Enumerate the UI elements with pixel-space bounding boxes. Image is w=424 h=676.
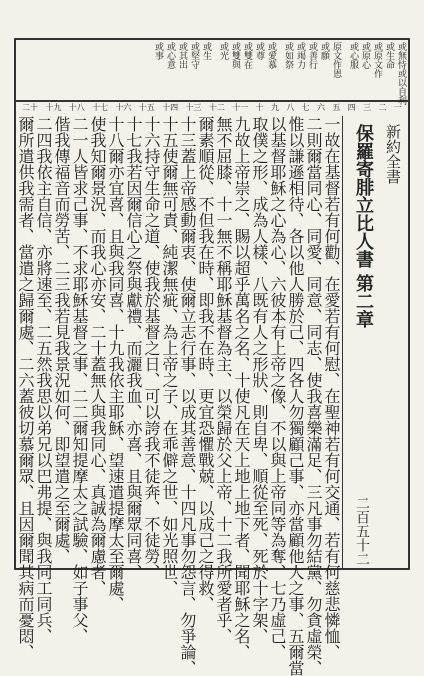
verse-number: 十七 xyxy=(92,103,109,112)
text-column: 無不屈膝、十一無不稱耶穌基督為主、以榮歸於父上帝、十二我所愛者乎、 xyxy=(214,116,233,644)
verse-number: 九 xyxy=(270,103,279,112)
text-column: 惟以謙遜相待、各以他人勝於己、四各人勿獨顧己事、亦當顧他人之事、五爾當 xyxy=(286,116,305,676)
marginal-notes xyxy=(16,40,408,105)
marginal-note: 或光 xyxy=(218,42,228,60)
verse-number: 八 xyxy=(286,103,295,112)
marginal-note: 或心服 xyxy=(348,42,358,69)
marginal-note: 或生命 xyxy=(384,42,394,69)
text-column: 十八爾亦宜喜、且與我同喜、十九我依主耶穌、望速遣提摩太至爾處、 xyxy=(106,116,125,612)
verse-number: 二 xyxy=(378,103,387,112)
marginal-note: 或雙與 xyxy=(230,42,240,69)
text-column: 十六持守生命之道、使我於基督之日、可以誇我不徒奔、不徒勞、 xyxy=(142,116,161,580)
verse-number: 四 xyxy=(347,103,356,112)
notes-group-left xyxy=(152,42,211,100)
verse-number: 二十 xyxy=(22,103,38,112)
book-title-text: 保羅寄腓立比人書 xyxy=(353,124,374,268)
marginal-note: 或原文作 xyxy=(372,42,382,78)
verse-number: 十 xyxy=(255,103,264,112)
text-column: 二一人皆求己事、不求耶穌基督之事、二二爾知提摩太之試驗、如子事父、 xyxy=(70,116,89,644)
verse-number: 六 xyxy=(317,103,326,112)
text-column: 二則爾當同心、同愛、同意、同志、使我喜樂滿足、三凡事勿結黨、勿貪虛榮、 xyxy=(304,116,323,676)
verse-number: 十八 xyxy=(68,103,85,112)
verse-number: 十二 xyxy=(208,103,225,112)
verse-number: 十五 xyxy=(138,103,155,112)
marginal-note: 或竭力 xyxy=(295,42,305,69)
text-column: 爾所遣供我需者、當遣之歸爾處、二六蓋彼切慕爾眾、且因爾聞其病而憂悶、 xyxy=(16,116,35,660)
marginal-note: 原文作恩 xyxy=(331,42,341,78)
text-column: 爾素順從、不但我在時、即我不在時、更宜恐懼戰兢、以成己之得救、 xyxy=(196,116,215,612)
verse-number: 十九 xyxy=(45,103,62,112)
verse-number: 一 xyxy=(393,103,402,112)
marginal-note: 或如祭 xyxy=(283,42,293,69)
text-column: 十七我若因爾信心之祭與獻禮、而灑我血、亦喜、且與爾眾同喜、 xyxy=(124,116,143,580)
marginal-note: 或事 xyxy=(153,42,163,60)
verse-number-row xyxy=(16,102,408,114)
text-column: 取僕之形、成為人樣、八既有人之形狀、則自卑、順從至死、死於十字架、 xyxy=(250,116,269,644)
marginal-note: 或堅守 xyxy=(189,42,199,69)
verse-number: 十四 xyxy=(162,103,179,112)
marginal-note: 或尊 xyxy=(254,42,264,60)
verse-number: 五 xyxy=(332,103,341,112)
verse-number: 十三 xyxy=(185,103,202,112)
marginal-note: 或無恃或以自利 xyxy=(396,42,406,105)
text-column: 二四我依主自信、亦將速至、二五然我思以弟兄以巴弗提、與我同工同兵、 xyxy=(34,116,53,644)
marginal-note: 或其出 xyxy=(177,42,187,69)
text-column: 使我知爾景況、而我心亦安、二十蓋無人與我同心、真誠為爾慮者、 xyxy=(88,116,107,596)
collection-title: 新約全書 xyxy=(384,124,402,184)
chapter-label: 第二章 xyxy=(353,274,374,329)
text-column: 九故上帝崇之、賜以超乎萬名之名、十使凡在天上地上地下者、聞耶穌之名、 xyxy=(232,116,251,660)
marginal-note: 或原心 xyxy=(360,42,370,69)
page-number: 二百五十二 xyxy=(354,496,370,566)
text-column: 一故在基督若有何勸、在愛若有何慰、在聖神若有何交通、若有何慈悲憐恤、 xyxy=(322,116,341,660)
verse-number: 十六 xyxy=(115,103,132,112)
marginal-note: 或愛慕 xyxy=(266,42,276,69)
text-column: 十三蓋上帝感動爾衷、使爾立志行事、以成其善意、十四凡事勿怨言、勿爭論、 xyxy=(178,116,197,676)
main-text xyxy=(16,116,342,676)
marginal-note: 或雙在 xyxy=(242,42,252,69)
notes-group-mid-right xyxy=(282,42,341,100)
text-column: 偕我傳福音而勞苦、二三我若見我景況如何、即望遣之至爾處、 xyxy=(52,116,71,564)
notes-group-mid-left xyxy=(217,42,276,100)
text-column: 十五使爾無可責、純潔無疵、為上帝之子、在乖僻之世、如光照世、 xyxy=(160,116,179,596)
text-column: 以基督耶穌之心為心、六彼本有上帝之像、不以與上帝同等為奪、七乃虛己、 xyxy=(268,116,287,660)
verse-number: 十一 xyxy=(232,103,249,112)
marginal-note: 或願 xyxy=(319,42,329,60)
marginal-note: 或心意 xyxy=(165,42,175,69)
marginal-note: 或善行 xyxy=(307,42,317,69)
notes-group-right xyxy=(347,42,406,105)
verse-number: 三 xyxy=(363,103,372,112)
verse-number: 七 xyxy=(301,103,310,112)
marginal-note: 或生 xyxy=(201,42,211,60)
